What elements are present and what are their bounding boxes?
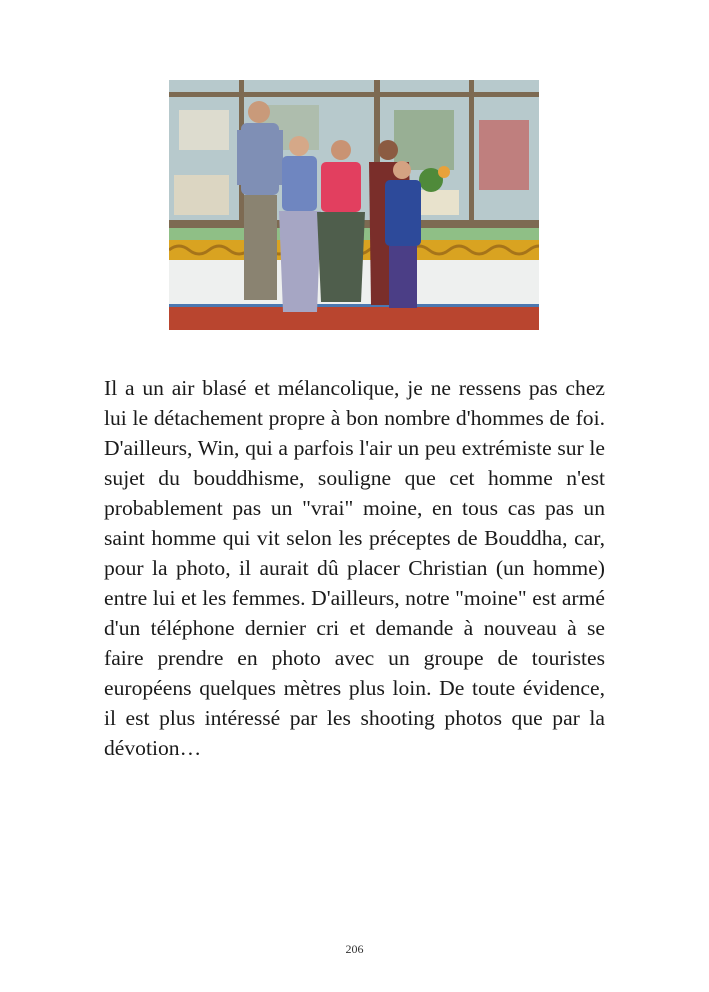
page-number: 206: [345, 942, 364, 956]
body-paragraph: Il a un air blasé et mélancolique, je ne ressens pas chez lui le détachement propre à bon nombre d'hommes de foi. D'ailleurs, Win, qui a parfois l'air un peu extrémiste sur le sujet du bouddhisme, souligne que cet homme n'est probablement pas un "vrai" moine, en tous cas pas un saint homme qui vit selon les préceptes de Bouddha, car, pour la photo, il aurait dû placer Christian (un homme) entre lui et les femmes. D'ailleurs, notre "moine" est armé d'un téléphone dernier cri et demande à nouveau à se faire prendre en photo avec un groupe de touristes européens quelques mètres plus loin. De toute évidence, il est plus intéressé par les shooting photos que par la dévotion…: [104, 376, 605, 760]
group-photo: [169, 80, 539, 330]
